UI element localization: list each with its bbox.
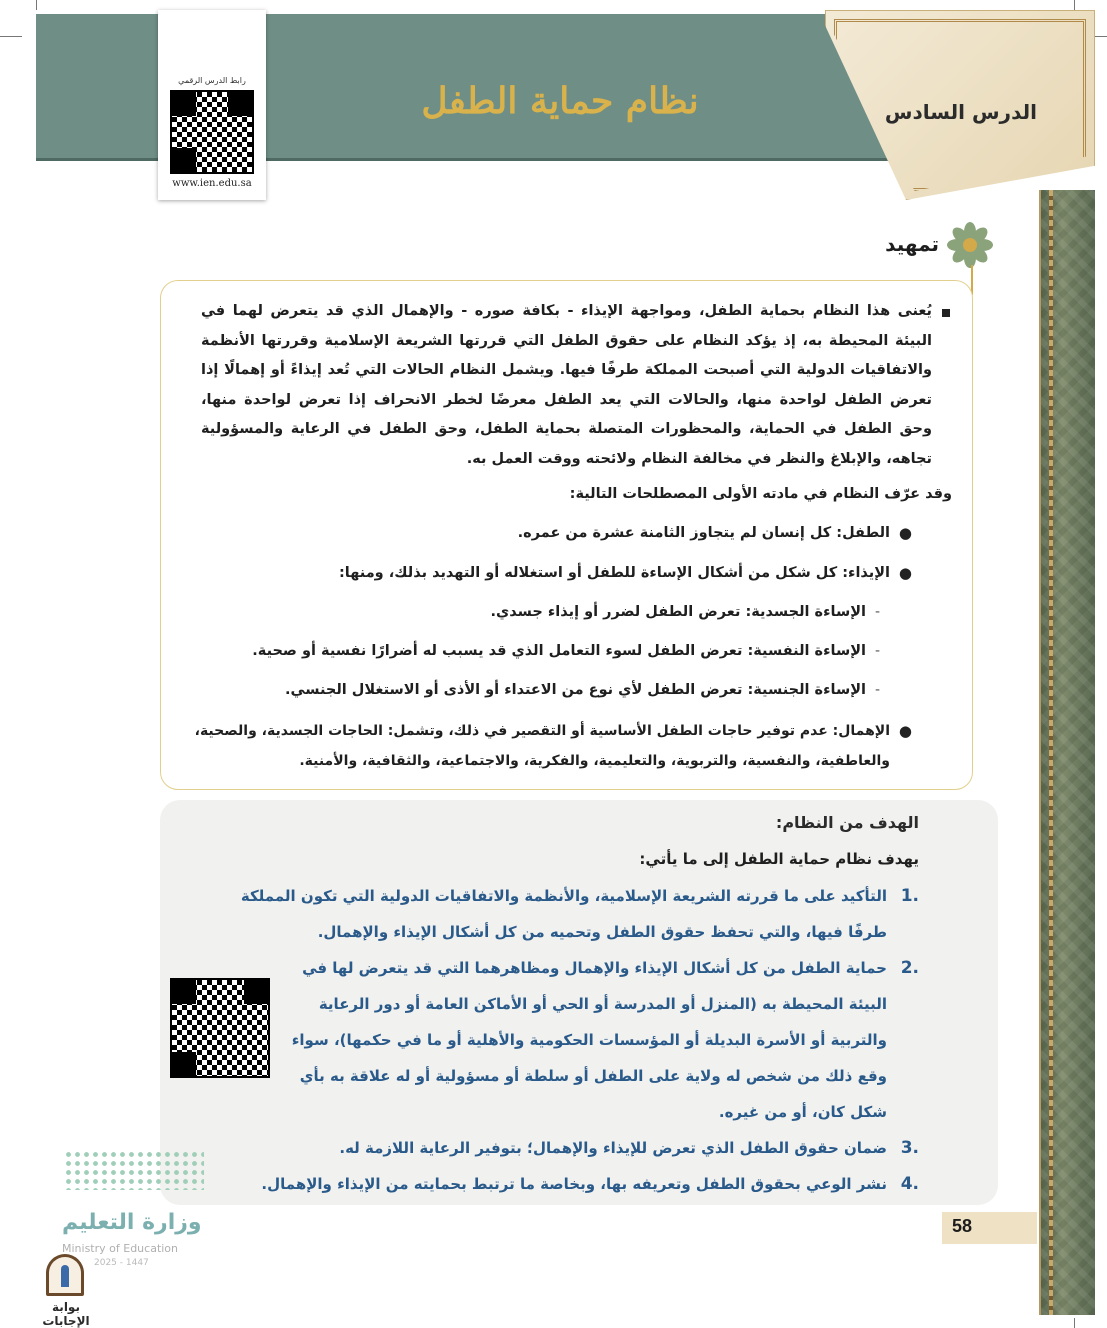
dash-icon: - xyxy=(874,604,880,620)
neglect-definition-line2: والعاطفية، والنفسية، والتربوية، والتعليمية، والفكرية، والاجتماعية، والثقافية، والأمنية. xyxy=(299,753,890,769)
intro-heading: تمهيد xyxy=(885,232,939,256)
dash-icon: - xyxy=(874,682,880,698)
crop-mark xyxy=(1074,1318,1075,1328)
neglect-definition-line1: الإهمال: عدم توفير حاجات الطفل الأساسية أو التقصير في ذلك، وتشمل: الحاجات الجسدية، والصحية، xyxy=(194,723,890,739)
abuse-type-physical: الإساءة الجسدية: تعرض الطفل لضرر أو إيذاء جسدي. xyxy=(490,604,866,620)
child-definition: الطفل: كل إنسان لم يتجاوز الثامنة عشرة من عمره. xyxy=(517,525,890,541)
bullet-icon: ● xyxy=(898,524,912,542)
bullet-icon: ● xyxy=(898,722,912,740)
goal-2-line-2: البيئة المحيطة به (المنزل أو المدرسة أو الحي أو الأماكن العامة أو دور الرعاية xyxy=(318,995,887,1013)
goal-2-line-5: شكل كان، أو من غيره. xyxy=(718,1103,887,1121)
goal-1-line-1: التأكيد على ما قررته الشريعة الإسلامية، والأنظمة والاتفاقيات الدولية التي تكون المملكة xyxy=(240,887,887,905)
goal-number: 1. xyxy=(900,886,919,906)
qr-code-icon[interactable] xyxy=(172,92,252,172)
goal-3-line-1: ضمان حقوق الطفل الذي تعرض للإيذاء والإهمال؛ بتوفير الرعاية اللازمة له. xyxy=(339,1139,887,1157)
intro-box xyxy=(160,280,973,790)
crop-mark xyxy=(0,36,22,37)
qr-code-icon[interactable] xyxy=(172,980,268,1076)
goal-2-line-1: حماية الطفل من كل أشكال الإيذاء والإهمال ومظاهرهما التي قد يتعرض لها في xyxy=(302,959,887,977)
crop-mark xyxy=(1074,0,1075,10)
qr-label: رابط الدرس الرقمي xyxy=(178,76,246,85)
goal-2-line-4: وقع ذلك من شخص له ولاية على الطفل أو سلطة أو مسؤولية أو له علاقة به بأي xyxy=(299,1067,887,1085)
ministry-year: 2025 - 1447 xyxy=(94,1258,149,1268)
goal-2-line-3: والتربية أو الأسرة البديلة أو المؤسسات الحكومية والأهلية أو ما في حكمها)، سواء xyxy=(291,1031,887,1049)
lesson-number: الدرس السادس xyxy=(884,100,1037,124)
goal-number: 4. xyxy=(900,1174,919,1194)
crop-mark xyxy=(36,0,37,10)
page-number-tab xyxy=(942,1212,1037,1244)
crop-mark xyxy=(1093,36,1107,37)
square-bullet-icon xyxy=(942,309,950,317)
portal-label: بوابة الإجابات xyxy=(42,1300,90,1328)
intro-paragraph xyxy=(201,297,932,474)
intro-paragraph-text: يُعنى هذا النظام بحماية الطفل، ومواجهة الإيذاء - بكافة صوره - والإهمال الذي قد يتعرض لهما في البيئة المحيطة به، إذ يؤكد النظام على حقوق الطفل التي قررتها الشريعة الإسلامية وقررتها الأنظمة والاتفاقيات الدولية التي أصبحت المملكة طرفًا فيها. ويشمل النظام الحالات التي تُعد إيذاءً أو إهمالًا إذا تعرض الطفل لواحدة منها، والحالات التي يعد الطفل معرضًا لخطر الانحراف إذا تعرض لواحدة منها، وحق الطفل في الحماية، والمحظورات المتصلة بحماية الطفل، وحق الطفل في الرعاية والمسؤولية تجاهه، والإبلاغ والنظر في مخالفة النظام ولائحته ووقت العمل به. xyxy=(201,303,932,467)
flower-ornament-icon xyxy=(945,220,995,270)
portal-logo-icon[interactable] xyxy=(28,1254,104,1328)
decorative-side-strip xyxy=(1039,190,1095,1315)
ministry-name-en: Ministry of Education xyxy=(62,1242,179,1255)
lesson-title: نظام حماية الطفل xyxy=(421,80,699,122)
page-number: 58 xyxy=(952,1216,973,1236)
abuse-type-psychological: الإساءة النفسية: تعرض الطفل لسوء التعامل الذي قد يسبب له أضرارًا نفسية أو صحية. xyxy=(252,643,866,659)
goal-4-line-1: نشر الوعي بحقوق الطفل وتعريفه بها، وبخاصة ما ترتبط بحمايته من الإيذاء والإهمال. xyxy=(261,1175,887,1193)
dash-icon: - xyxy=(874,643,880,659)
goals-heading: الهدف من النظام: xyxy=(775,813,919,832)
goal-1-line-2: طرفًا فيها، والتي تحفظ حقوق الطفل وتحميه من كل أشكال الإيذاء والإهمال. xyxy=(317,923,887,941)
goals-intro: يهدف نظام حماية الطفل إلى ما يأتي: xyxy=(639,850,919,868)
ministry-name-ar: وزارة التعليم xyxy=(62,1210,202,1235)
digital-lesson-qr-card[interactable] xyxy=(158,10,266,200)
ministry-logo-icon xyxy=(58,1150,208,1270)
bullet-icon: ● xyxy=(898,564,912,582)
abuse-definition: الإيذاء: كل شكل من أشكال الإساءة للطفل أو استغلاله أو التهديد بذلك، ومنها: xyxy=(338,565,890,581)
goal-number: 2. xyxy=(900,958,919,978)
qr-url[interactable]: www.ien.edu.sa xyxy=(172,178,252,189)
definitions-intro: وقد عرّف النظام في مادته الأولى المصطلحات التالية: xyxy=(569,486,952,502)
goal-number: 3. xyxy=(900,1138,919,1158)
abuse-type-sexual: الإساءة الجنسية: تعرض الطفل لأي نوع من الاعتداء أو الأذى أو الاستغلال الجنسي. xyxy=(285,682,866,698)
